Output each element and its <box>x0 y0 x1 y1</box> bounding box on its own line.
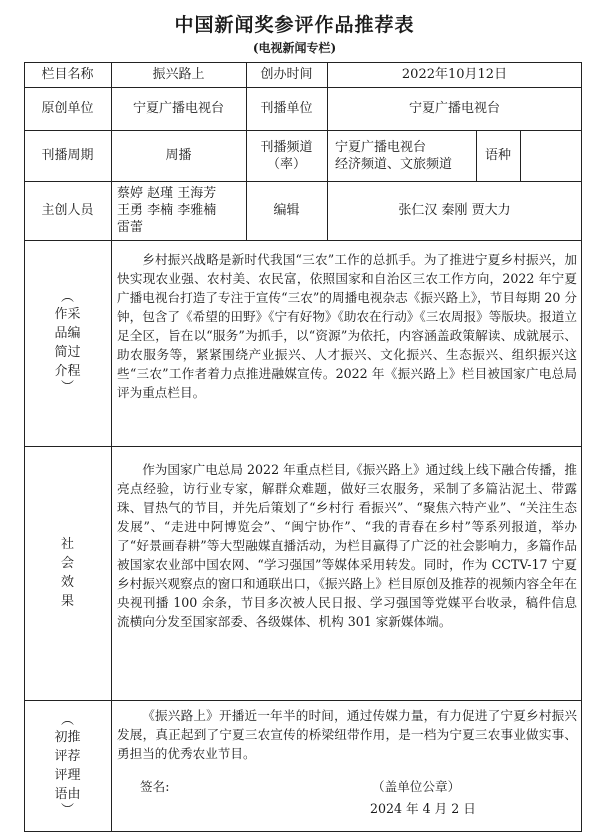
intro-label-line: 品编 <box>54 326 81 341</box>
intro-label-line: 介程 <box>54 364 81 379</box>
intro-label-line: 简过 <box>54 345 81 360</box>
effect-section-label <box>24 446 111 700</box>
review-label-line: 评理 <box>54 768 81 783</box>
form-subtitle: (电视新闻专栏) <box>252 41 337 55</box>
intro-text: 乡村振兴战略是新时代我国“三农”工作的总抓手。为了推进宁夏乡村振兴，加快实现农业强、农村美、农民富，依照国家和自治区三农工作方向，2022 年宁夏广播电视台打造了专注于宣传“三农”的周播电视杂志《振兴路上》，节目每期 20 分钟，包含了《希望的田野》《宁有好物》《助农在行动》《三农周报》等版块。报道立足全区，旨在以“服务”为抓手，以“资源”为依托，内容涵盖政策解读、成就展示、助农服务等，紧紧围绕产业振兴、人才振兴、文化振兴、生态振兴、组织振兴这些“三农”工作者着力点推进融媒宣传。2022 年《振兴路上》栏目被国家广电总局评为重点栏目。 <box>117 252 577 400</box>
cycle-value: 周播 <box>165 148 192 163</box>
language-value <box>520 130 582 181</box>
effect-label-line: 效 <box>60 575 74 590</box>
review-label-line: 语由 <box>54 787 81 802</box>
effect-label-line: 社 <box>60 537 74 552</box>
creators-line: 蔡婷 赵瑾 王海芳 <box>117 186 217 201</box>
review-text: 《振兴路上》开播近一年半的时间，通过传媒力量，有力促进了宁夏乡村振兴发展，真正起到了宁夏三农宣传的桥梁纽带作用，是一档为宁夏三农事业做实事、勇担当的优秀农业节目。 <box>117 708 577 761</box>
column-name-label: 栏目名称 <box>41 67 94 82</box>
original-unit-label: 原创单位 <box>41 101 94 116</box>
broadcast-unit-value: 宁夏广播电视台 <box>408 101 500 116</box>
intro-section-label <box>24 240 111 446</box>
effect-label-line: 会 <box>60 556 74 571</box>
intro-label-line: 作采 <box>54 307 81 322</box>
paren-open: ︵ <box>60 290 74 305</box>
paren-open: ︵ <box>60 713 74 728</box>
review-section-label <box>24 700 111 832</box>
original-unit-value: 宁夏广播电视台 <box>132 101 224 116</box>
editor-label: 编辑 <box>273 203 300 218</box>
language-label: 语种 <box>484 148 511 163</box>
effect-text: 作为国家广电总局 2022 年重点栏目,《振兴路上》通过线上线下融合传播，推亮点经验，访行业专家，解群众难题，做好三农服务，采制了多篇沾泥土、带露珠、冒热气的节目，并先后策划了“乡村行 看振兴”、“聚焦六特产业”、“关注生态发展”、“走进中阿博览会”、“闽宁协作”、“我的青春在乡村”等系列报道，举办了“好景画春耕”等大型融媒直播活动，为栏目赢得了广泛的社会影响力，多篇作品被国家农业部中国农网、“学习强国”等媒体采用转发。同时，作为 CCTV-17 宁夏乡村振兴观察点的窗口和通联出口，《振兴路上》栏目原创及推荐的视频内容全年在央视刊播 100 余条，节目多次被人民日报、学习强国等党媒平台收录，稿件信息流横向分发至国家部委、各级媒体、机构 301 家新媒体端。 <box>117 462 577 629</box>
channel-label <box>246 130 327 181</box>
creators-label: 主创人员 <box>41 203 94 218</box>
broadcast-unit-label: 刊播单位 <box>260 101 313 116</box>
cycle-label: 刊播周期 <box>41 148 94 163</box>
creators-line: 雷蕾 <box>117 220 144 235</box>
channel-value <box>327 130 476 181</box>
editor-value: 张仁汉 秦刚 贾大力 <box>398 203 511 218</box>
seal-note: （盖单位公章） <box>372 779 461 794</box>
paren-close: ︶ <box>60 380 74 395</box>
effect-label-line: 果 <box>60 594 74 609</box>
column-name-value: 振兴路上 <box>152 67 205 82</box>
creators-line: 王勇 李楠 李雅楠 <box>117 203 217 218</box>
sign-date: 2024 年 4 月 2 日 <box>370 801 476 816</box>
review-label-line: 评荐 <box>54 749 81 764</box>
form-title: 中国新闻奖参评作品推荐表 <box>174 14 415 36</box>
signature-label: 签名: <box>140 779 170 794</box>
channel-label-line: （率） <box>266 156 306 172</box>
channel-label-line: 刊播频道 <box>260 139 313 155</box>
channel-value-line: 宁夏广播电视台 <box>335 139 427 155</box>
founded-label: 创办时间 <box>260 67 313 82</box>
creators-value <box>111 181 246 240</box>
channel-value-line: 经济频道、文旅频道 <box>335 156 453 172</box>
paren-close: ︶ <box>60 803 74 818</box>
founded-value: 2022年10月12日 <box>401 67 508 82</box>
review-label-line: 初推 <box>54 730 81 745</box>
